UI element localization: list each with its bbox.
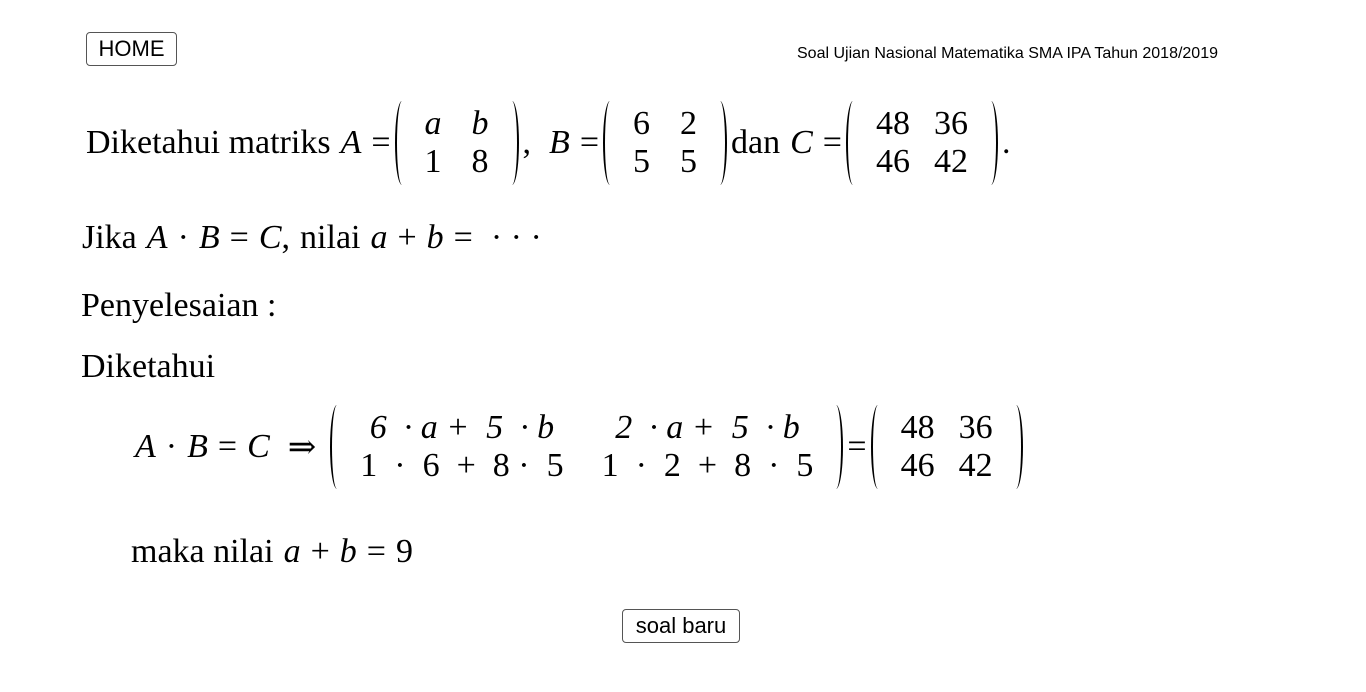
matrix-cell: 46 [875,143,910,180]
product-matrix [330,405,843,489]
matrix-c-label: C [790,124,813,161]
matrix-cell: 42 [958,447,993,484]
matrix-cell: 46 [900,447,935,484]
var-b-matrix: B [198,219,220,256]
matrix-cell: 5 [633,143,650,180]
var-b: b [426,219,444,256]
matrix-cell: 36 [933,105,968,142]
matrix-a [395,101,519,185]
matrix-cell: 6 [633,105,650,142]
result-matrix [871,405,1023,489]
matrix-b [603,101,727,185]
var-b-matrix: B [187,428,208,465]
matrix-cell: 48 [875,105,910,142]
var-c-matrix: C [247,428,270,465]
matrix-cell: 2 [680,105,697,142]
question-line [82,219,542,257]
comma: , [522,124,532,161]
maka-text: maka nilai [131,533,274,570]
product-cell: 2 · a + 5 · b [615,409,800,446]
equals-sign: = [217,428,238,465]
solution-equation [135,405,1027,489]
equals-sign: = [579,124,599,161]
equals-sign: = [229,219,249,256]
comma: , [281,219,291,256]
matrix-cell: 8 [471,143,489,180]
matrix-cell: 1 [424,143,442,180]
var-a-matrix: A [146,219,168,256]
var-c-matrix: C [258,219,282,256]
matrix-cell: 5 [680,143,697,180]
home-button[interactable]: HOME [86,32,177,66]
dot-operator: · [177,219,189,256]
nilai-text: nilai [300,219,361,256]
plus-sign: + [310,533,330,570]
equals-sign: = [847,428,867,465]
matrix-cell: 36 [958,409,993,446]
matrix-a-label: A [340,124,362,161]
period: . [1001,124,1011,161]
dan-text: dan [731,124,781,161]
problem-statement [86,101,1010,185]
matrix-cell: 48 [900,409,935,446]
product-cell: 1 · 2 + 8 · 5 [601,447,814,484]
product-cell: 6 · a + 5 · b [369,409,555,446]
answer-value: 9 [395,533,413,570]
matrix-cell: b [471,105,489,142]
final-answer [131,533,413,571]
equals-sign: = [822,124,842,161]
jika-text: Jika [82,219,137,256]
implies-arrow: ⇒ [287,429,317,466]
equals-sign: = [371,124,391,161]
matrix-c [846,101,998,185]
var-a: a [370,219,388,256]
intro-text: Diketahui matriks [86,124,331,161]
product-cell: 1 · 6 + 8 · 5 [360,447,564,484]
solution-heading: Penyelesaian : [81,287,277,324]
matrix-b-label: B [549,124,570,161]
matrix-cell: 42 [933,143,968,180]
var-a: a [283,533,301,570]
var-a-matrix: A [135,428,156,465]
equals-sign: = [366,533,386,570]
diketahui-label: Diketahui [81,348,216,385]
page-title: Soal Ujian Nasional Matematika SMA IPA Tahun 2018/2019 [797,45,1218,62]
equals-sign: = [453,219,473,256]
dot-operator: · [165,428,178,465]
new-question-button[interactable]: soal baru [622,609,740,643]
matrix-cell: a [424,105,442,142]
ellipsis: · · · [490,219,542,256]
plus-sign: + [397,219,417,256]
var-b: b [339,533,357,570]
